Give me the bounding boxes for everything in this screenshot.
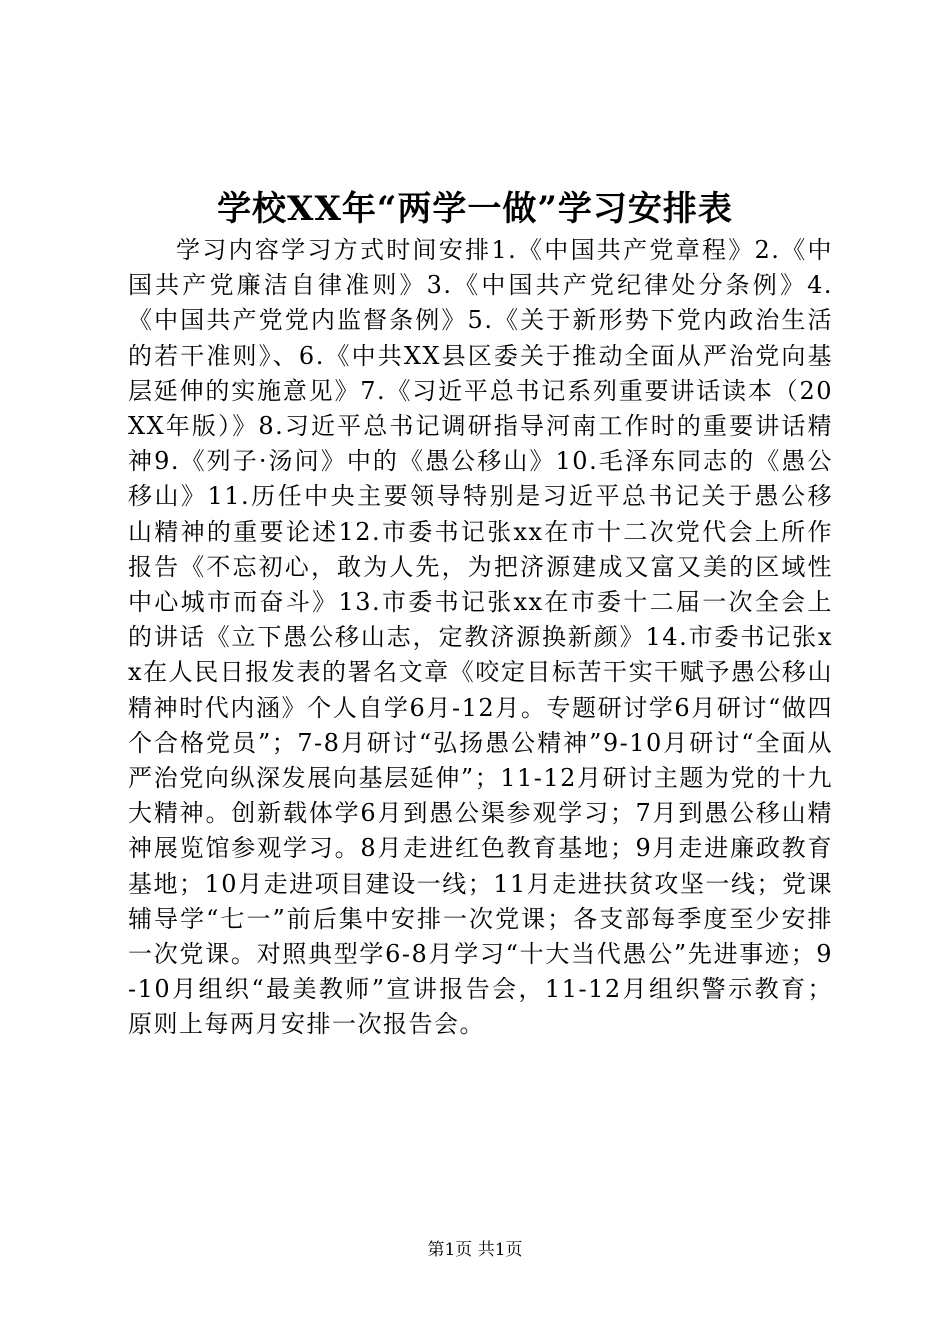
document-title: 学校XX年“两学一做”学习安排表 <box>217 189 733 229</box>
page-number-footer: 第1页 共1页 <box>427 1240 523 1260</box>
document-body: 学习内容学习方式时间安排1.《中国共产党章程》2.《中国共产党廉洁自律准则》3.《中国共产党纪律处分条例》4.《中国共产党党内监督条例》5.《关于新形势下党内政治生活的若干准则》、6.《中共XX县区委关于推动全面从严治党向基层延伸的实施意见》7.《习近平总书记系列重要讲话读本（20XX年版）》8.习近平总书记调研指导河南工作时的重要讲话精神9.《列子·汤问》中的《愚公移山》10.毛泽东同志的《愚公移山》11.历任中央主要领导特别是习近平总书记关于愚公移山精神的重要论述12.市委书记张xx在市十二次党代会上所作报告《不忘初心，敢为人先，为把济源建成又富又美的区域性中心城市而奋斗》13.市委书记张xx在市委十二届一次全会上的讲话《立下愚公移山志，定教济源换新颜》14.市委书记张xx在人民日报发表的署名文章《咬定目标苦干实干赋予愚公移山精神时代内涵》个人自学6月-12月。专题研讨学6月研讨“做四个合格党员”；7-8月研讨“弘扬愚公精神”9-10月研讨“全面从严治党向纵深发展向基层延伸”；11-12月研讨主题为党的十九大精神。创新载体学6月到愚公渠参观学习；7月到愚公移山精神展览馆参观学习。8月走进红色教育基地；9月走进廉政教育基地；10月走进项目建设一线；11月走进扶贫攻坚一线；党课辅导学“七一”前后集中安排一次党课；各支部每季度至少安排一次党课。对照典型学6-8月学习“十大当代愚公”先进事迹；9-10月组织“最美教师”宣讲报告会，11-12月组织警示教育；原则上每两月安排一次报告会。 <box>128 236 833 1039</box>
